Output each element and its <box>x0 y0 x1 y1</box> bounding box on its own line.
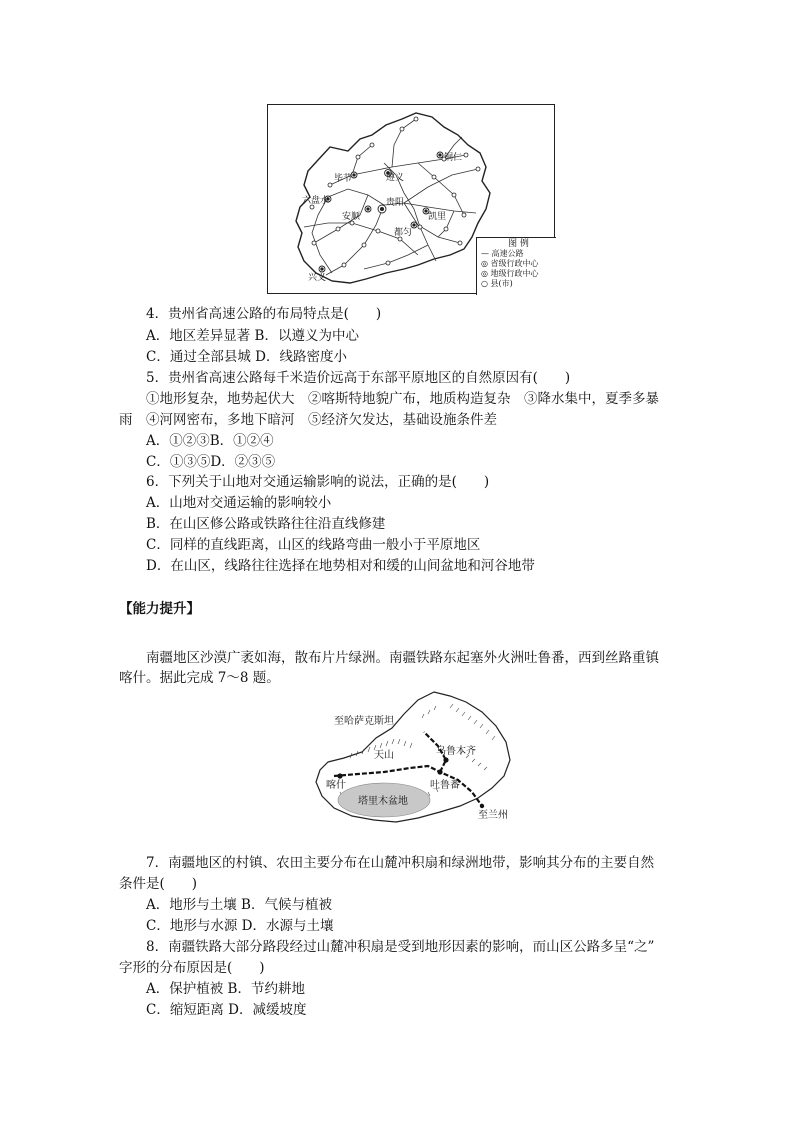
q8-options-cd: C．缩短距离 D．减缓坡度 <box>146 1002 307 1018</box>
map2-label: 至兰州 <box>478 810 508 821</box>
south-xinjiang-railway-map <box>310 688 516 824</box>
q6-option-b: B．在山区修公路或铁路往往沿直线修建 <box>146 516 386 532</box>
legend-item: ◎ 地级行政中心 <box>481 269 539 278</box>
map2-label: 乌鲁木齐 <box>436 746 476 757</box>
q6-option-c: C．同样的直线距离，山区的线路弯曲一般小于平原地区 <box>146 537 481 553</box>
q5-stem: 5．贵州省高速公路每千米造价远高于东部平原地区的自然原因有( ) <box>146 370 571 386</box>
city-label: 遵义 <box>386 173 405 183</box>
map2-label: 吐鲁番 <box>430 780 460 791</box>
q7-options-ab: A．地形与土壤 B．气候与植被 <box>146 897 332 913</box>
map2-label: 天山 <box>374 750 394 761</box>
q4-stem: 4．贵州省高速公路的布局特点是( ) <box>146 306 382 322</box>
q5-statements-line2: 雨 ④河网密布，多地下暗河 ⑤经济欠发达，基础设施条件差 <box>119 412 497 428</box>
q6-stem: 6．下列关于山地对交通运输影响的说法，正确的是( ) <box>146 474 490 490</box>
q7-options-cd: C．地形与水源 D．水源与土壤 <box>146 918 334 934</box>
county-markers <box>310 117 480 267</box>
city-label: 都匀 <box>394 228 413 238</box>
city-markers <box>319 152 443 272</box>
q4-options-ab: A．地区差异显著 B．以遵义为中心 <box>146 328 359 344</box>
city-label: 兴义 <box>308 273 327 283</box>
intro-line1: 南疆地区沙漠广袤如海，散布片片绿洲。南疆铁路东起塞外火洲吐鲁番，西到丝路重镇 <box>146 650 659 666</box>
legend-item: — 高速公路 <box>481 249 524 258</box>
q6-option-d: D．在山区，线路往往选择在地势相对和缓的山间盆地和河谷地带 <box>146 558 535 574</box>
map2-label: 喀什 <box>326 780 346 791</box>
q5-options-ab: A．①②③B．①②④ <box>146 433 274 449</box>
q4-options-cd: C．通过全部县城 D．线路密度小 <box>146 349 347 365</box>
city-label: 安顺 <box>342 212 361 222</box>
city-label: 铜仁 <box>444 153 463 163</box>
map2-label: 塔里木盆地 <box>358 796 408 807</box>
intro-line2: 喀什。据此完成 7～8 题。 <box>119 670 280 686</box>
q7-stem-line1: 7．南疆地区的村镇、农田主要分布在山麓冲积扇和绿洲地带，影响其分布的主要自然 <box>146 855 655 871</box>
city-label: 贵阳 <box>386 198 405 208</box>
q5-options-cd: C．①③⑤D．②③⑤ <box>146 454 276 470</box>
section-heading: 【能力提升】 <box>119 601 200 617</box>
q8-stem-line2: 字形的分布原因是( ) <box>119 960 265 976</box>
map2-label: 至哈萨克斯坦 <box>334 716 394 727</box>
q5-statements-line1: ①地形复杂，地势起伏大 ②喀斯特地貌广布，地质构造复杂 ③降水集中，夏季多暴 <box>146 391 659 407</box>
guizhou-highway-map <box>267 104 555 294</box>
xinjiang-map-drawing <box>310 688 516 824</box>
legend-item: ◎ 省级行政中心 <box>481 259 539 268</box>
q7-stem-line2: 条件是( ) <box>119 876 198 892</box>
q6-option-a: A．山地对交通运输的影响较小 <box>146 495 332 511</box>
q8-stem-line1: 8．南疆铁路大部分路段经过山麓冲积扇是受到地形因素的影响，而山区公路多呈“之” <box>146 939 655 955</box>
legend-title: 图 例 <box>508 239 529 249</box>
city-label: 毕节 <box>334 174 353 184</box>
map-legend <box>476 237 556 295</box>
q8-options-ab: A．保护植被 B．节约耕地 <box>146 981 305 997</box>
city-label: 六盘水 <box>302 196 330 206</box>
legend-item: ○ 县(市) <box>481 279 513 288</box>
city-label: 凯里 <box>428 212 447 222</box>
